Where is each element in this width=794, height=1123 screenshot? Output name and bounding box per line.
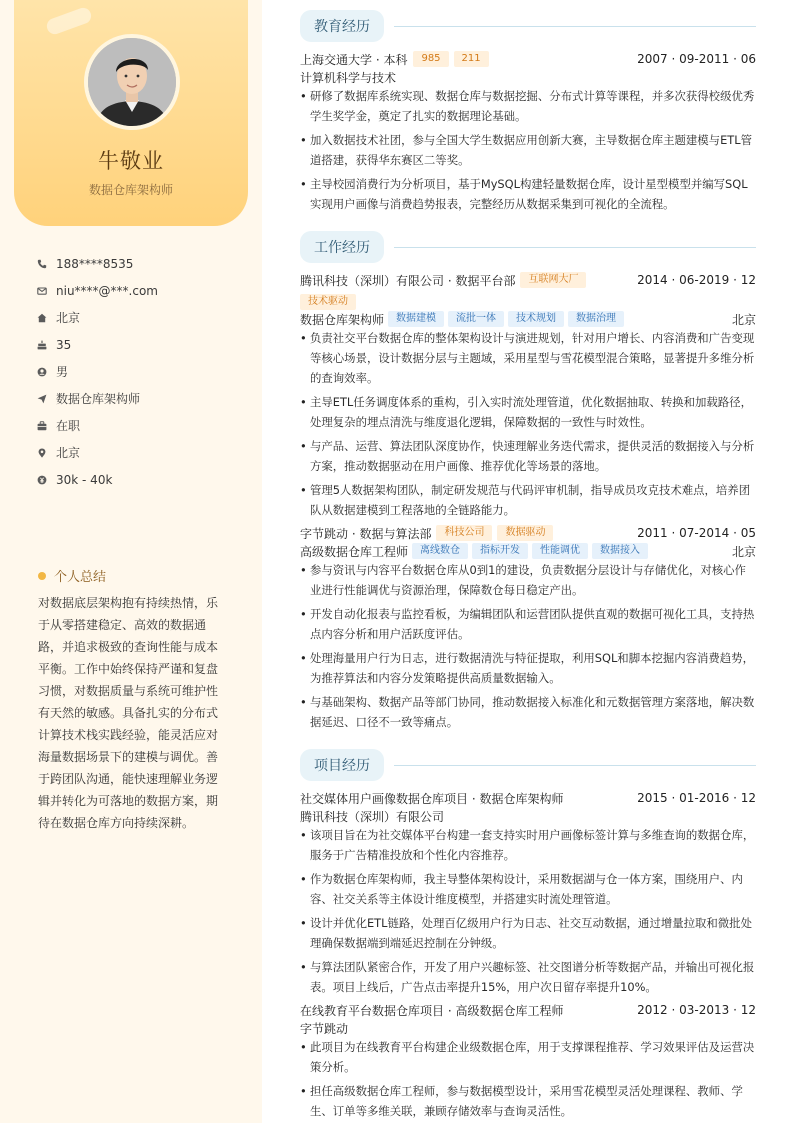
job-city: 北京 (731, 312, 756, 327)
project-name: 社交媒体用户画像数据仓库项目 · 数据仓库架构师 (300, 791, 564, 806)
mail-icon (37, 286, 47, 296)
company-tag: 技术驱动 (300, 294, 356, 310)
contact-gender (37, 358, 247, 385)
skill-tag: 性能调优 (532, 543, 588, 559)
list-item: • 该项目旨在为社交媒体平台构建一套支持实时用户画像标签计算与多维查询的数据仓库，服务于广告精准投放和个性化内容推荐。 (300, 825, 756, 865)
school-name: 上海交通大学 · 本科 (300, 52, 408, 67)
job-company-row (300, 525, 756, 541)
skill-tag: 流批一体 (448, 311, 504, 327)
send-icon (37, 394, 47, 404)
section-divider (394, 247, 756, 248)
contact-hometown (37, 304, 247, 331)
contact-text: 188****8535 (56, 256, 134, 271)
project-row (300, 790, 756, 806)
job-bullets (300, 560, 756, 736)
job-position-row (300, 311, 756, 327)
list-item: • 处理海量用户行为日志，进行数据清洗与特征提取，利用SQL和脚本挖掘内容消费趋势，为推荐算法和内容分发策略提供高质量数据输入。 (300, 648, 756, 688)
section-title: 教育经历 (300, 10, 384, 42)
company-tag: 数据驱动 (497, 525, 553, 541)
list-item: • 研修了数据库系统实现、数据仓库与数据挖掘、分布式计算等课程，并多次获得校级优秀学生奖学金，奠定了扎实的数据理论基础。 (300, 86, 756, 126)
contact-email (37, 277, 247, 304)
list-item: • 参与资讯与内容平台数据仓库从0到1的建设，负责数据分层设计与存储优化，对核心作业进行性能调优与资源治理，保障数仓每日稳定产出。 (300, 560, 756, 600)
company-name: 字节跳动 · 数据与算法部 (300, 526, 432, 541)
skill-tag: 离线数仓 (412, 543, 468, 559)
contact-text: 北京 (56, 311, 81, 325)
list-item: • 负责社交平台数据仓库的整体架构设计与演进规划，针对用户增长、内容消费和广告变现等核心场景，设计数据分层与主题域，采用星型与雪花模型混合策略，显著提升多维分析的查询效率。 (300, 328, 756, 388)
project-org: 字节跳动 (300, 1022, 349, 1036)
skill-tag: 数据治理 (568, 311, 624, 327)
project-date: 2015 · 01-2016 · 12 (637, 791, 756, 805)
project-bullets (300, 1037, 756, 1123)
project-row (300, 1002, 756, 1018)
summary-title: 个人总结 (54, 570, 107, 585)
project-org: 腾讯科技（深圳）有限公司 (300, 810, 445, 824)
contact-list (37, 250, 247, 493)
job-position: 数据仓库架构师 (300, 312, 385, 327)
list-item: • 开发自动化报表与监控看板，为编辑团队和运营团队提供直观的数据可视化工具，支持热点内容分析和用户活跃度评估。 (300, 604, 756, 644)
list-item: • 加入数据技术社团，参与全国大学生数据应用创新大赛，主导数据仓库主题建模与ETL管道搭建，获得华东赛区二等奖。 (300, 130, 756, 170)
home-icon (37, 313, 47, 323)
candidate-role: 数据仓库架构师 (88, 183, 173, 197)
briefcase-icon (37, 421, 47, 431)
project-bullets (300, 825, 756, 1001)
avatar (88, 38, 176, 126)
job-bullets (300, 328, 756, 524)
skill-tag: 数据接入 (592, 543, 648, 559)
section-divider (394, 765, 756, 766)
job-city: 北京 (731, 544, 756, 559)
section-title: 工作经历 (300, 231, 384, 263)
skill-tag: 技术规划 (508, 311, 564, 327)
contact-text: 在职 (56, 419, 81, 433)
summary-text: 对数据底层架构抱有持续热情，乐于从零搭建稳定、高效的数据通路，并追求极致的查询性能与成本平衡。工作中始终保持严谨和复盘习惯，对数据质量与系统可维护性有天然的敏感。具备扎实的分布式计算技术栈实践经验，能灵活应对海量数据场景下的建模与调优。善于跨团队沟通，能快速理解业务逻辑并转化为可落地的数据方案，期待在数据仓库方向持续深耕。 (38, 596, 219, 830)
salary-icon (37, 475, 47, 485)
company-name: 腾讯科技（深圳）有限公司 · 数据平台部 (300, 273, 516, 288)
avatar-photo (88, 38, 176, 126)
cake-icon (37, 340, 47, 350)
list-item: • 此项目为在线教育平台构建企业级数据仓库，用于支撑课程推荐、学习效果评估及运营决策分析。 (300, 1037, 756, 1077)
contact-text: 数据仓库架构师 (56, 392, 141, 406)
contact-text: 男 (56, 365, 69, 379)
skill-tag: 指标开发 (472, 543, 528, 559)
contact-text: 35 (56, 337, 72, 352)
decorative-shape (45, 6, 94, 37)
job-position: 高级数据仓库工程师 (300, 544, 409, 559)
section-title: 项目经历 (300, 749, 384, 781)
contact-age (37, 331, 247, 358)
education-major: 计算机科学与技术 (300, 71, 397, 85)
company-tag-wrap (300, 293, 356, 310)
education-row (300, 51, 756, 67)
project-name: 在线教育平台数据仓库项目 · 高级数据仓库工程师 (300, 1003, 564, 1018)
job-company-row (300, 272, 756, 288)
job-date: 2011 · 07-2014 · 05 (637, 526, 756, 540)
location-icon (37, 448, 47, 458)
section-divider (394, 26, 756, 27)
list-item: • 主导ETL任务调度体系的重构，引入实时流处理管道，优化数据抽取、转换和加载路径，处理复杂的埋点清洗与维度退化逻辑，保障数据的一致性与时效性。 (300, 392, 756, 432)
bullet-dot-icon (38, 572, 46, 580)
contact-phone (37, 250, 247, 277)
contact-target-role (37, 385, 247, 412)
contact-text: 30k - 40k (56, 472, 113, 487)
list-item: • 作为数据仓库架构师，我主导整体架构设计，采用数据湖与仓一体方案，围绕用户、内容、社交关系等主体设计维度模型，并搭建实时流处理管道。 (300, 869, 756, 909)
education-date: 2007 · 09-2011 · 06 (637, 52, 756, 66)
sidebar (0, 0, 262, 1123)
contact-status (37, 412, 247, 439)
contact-city (37, 439, 247, 466)
contact-text: 北京 (56, 446, 81, 460)
project-date: 2012 · 03-2013 · 12 (637, 1003, 756, 1017)
list-item: • 与基础架构、数据产品等部门协同，推动数据接入标准化和元数据管理方案落地，解决数据延迟、口径不一致等痛点。 (300, 692, 756, 732)
list-item: • 主导校园消费行为分析项目，基于MySQL构建轻量数据仓库，设计星型模型并编写SQL实现用户画像与消费趋势报表，完整经历从数据采集到可视化的全流程。 (300, 174, 756, 214)
company-tag: 互联网大厂 (520, 272, 586, 288)
job-position-row (300, 543, 756, 559)
phone-icon (37, 259, 47, 269)
school-tag: 211 (454, 51, 489, 67)
section-work-header (300, 231, 756, 263)
list-item: • 与算法团队紧密合作，开发了用户兴趣标签、社交图谱分析等数据产品，并输出可视化报表。项目上线后，广告点击率提升15%，用户次日留存率提升10%。 (300, 957, 756, 997)
contact-salary (37, 466, 247, 493)
company-tag: 科技公司 (436, 525, 492, 541)
candidate-name: 牛敬业 (98, 149, 164, 173)
skill-tag: 数据建模 (388, 311, 444, 327)
gender-icon (37, 367, 47, 377)
list-item: • 设计并优化ETL链路，处理百亿级用户行为日志、社交互动数据，通过增量拉取和微批处理确保数据端到端延迟控制在分钟级。 (300, 913, 756, 953)
list-item: • 管理5人数据架构团队，制定研发规范与代码评审机制，指导成员攻克技术难点，培养团队从数据建模到工程落地的全链路能力。 (300, 480, 756, 520)
avatar-frame (84, 34, 180, 130)
summary-heading (38, 566, 106, 585)
contact-text: niu****@***.com (56, 283, 158, 298)
section-education-header (300, 10, 756, 42)
list-item: • 担任高级数据仓库工程师，参与数据模型设计，采用雪花模型灵活处理课程、教师、学生、订单等多维关联，兼顾存储效率与查询灵活性。 (300, 1081, 756, 1121)
section-projects-header (300, 749, 756, 781)
job-date: 2014 · 06-2019 · 12 (637, 273, 756, 287)
list-item: • 与产品、运营、算法团队深度协作，快速理解业务迭代需求，提供灵活的数据接入与分析方案，推动数据驱动在用户画像、推荐优化等场景的落地。 (300, 436, 756, 476)
school-tag: 985 (413, 51, 448, 67)
education-bullets (300, 86, 756, 218)
